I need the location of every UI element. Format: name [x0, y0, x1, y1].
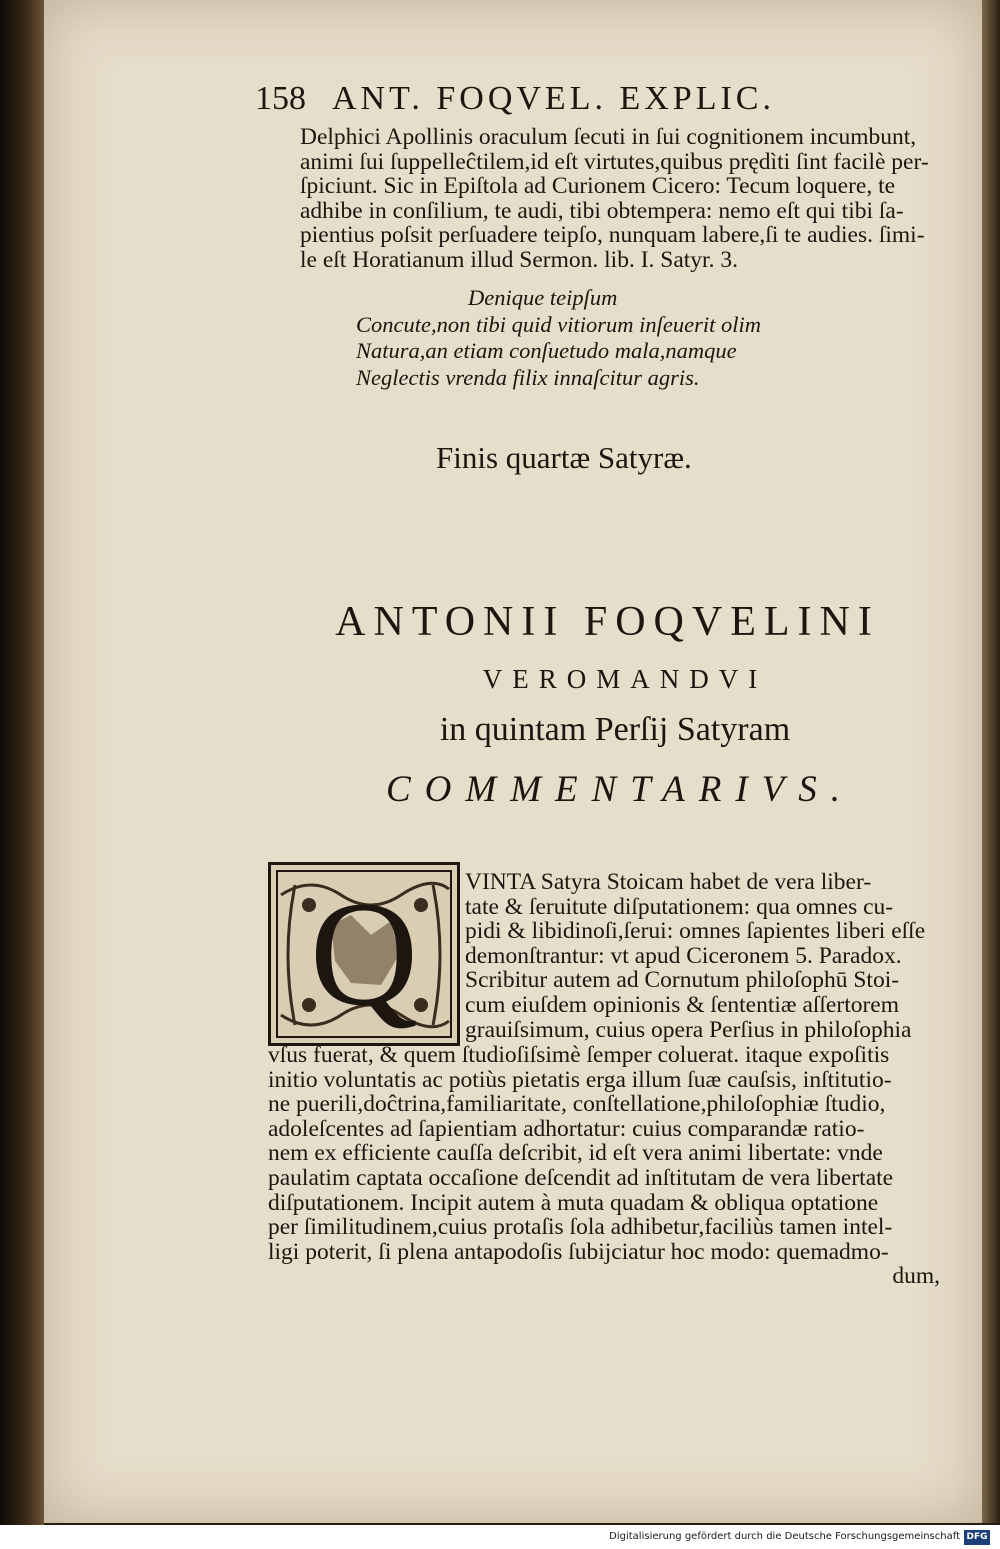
text-line: cum eiuſdem opinionis & ſententiæ aſſertorem: [465, 992, 900, 1018]
initial-letter: Q: [309, 871, 419, 1037]
decorated-initial: [268, 862, 460, 1046]
verse-line: Natura,an etiam conſuetudo mala,namque: [356, 338, 737, 363]
running-header: [255, 80, 905, 120]
text-line: nem ex efficiente cauſſa deſcribit, id eſt vera animi libertate: vnde: [268, 1141, 883, 1166]
text-line: initio voluntatis ac potiùs pietatis erga illum ſuæ cauſsis, inſtitutio-: [268, 1067, 892, 1093]
verse-line: Concute,non tibi quid vitiorum inſeuerit olim: [356, 311, 761, 337]
running-title: ANT. FOQVEL. EXPLIC.: [332, 80, 775, 117]
text-line: VINTA Satyra Stoicam habet de vera liber-: [465, 870, 872, 895]
body-paragraph-indented: [465, 870, 955, 1042]
text-line: pidi & libidinoſi,ſerui: omnes ſapientes liberi eſſe: [465, 919, 926, 944]
text-line: ſpiciunt. Sic in Epiſtola ad Curionem Cicero: Tecum loquere, te: [300, 174, 896, 199]
section-title-subject: in quintam Perſij Satyram: [439, 711, 791, 748]
text-line: diſputationem. Incipit autem à muta quadam & obliqua optatione: [268, 1190, 879, 1216]
digitization-credit: Digitalisierung gefördert durch die Deutsche Forschungsgemeinschaft: [609, 1531, 960, 1542]
text-line: grauiſsimum, cuius opera Perſius in philoſophia: [465, 1017, 912, 1043]
body-paragraph-full: [268, 1043, 958, 1289]
text-line: le eſt Horatianum illud Sermon. lib. I. Satyr. 3.: [300, 247, 738, 273]
text-line: tate & ſeruitute diſputationem: qua omnes cu-: [465, 894, 894, 920]
text-line: paulatim captata occaſione deſcendit ad inſtitutam de vera libertate: [268, 1165, 894, 1191]
text-line: dum,: [892, 1264, 940, 1289]
scan-right-edge: [982, 0, 1000, 1523]
text-line: demonſtrantur: vt apud Ciceronem 5. Paradox.: [465, 943, 902, 969]
text-line: adoleſcentes ad ſapientiam adhortatur: cuius comparandæ ratio-: [268, 1116, 865, 1142]
finis-line: Finis quartæ Satyræ.: [436, 440, 692, 475]
section-title-author: ANTONII FOQVELINI: [335, 599, 880, 645]
text-line: pientius poſsit perſuadere teipſo, nunquam labere,ſi te audies. ſimi-: [300, 223, 925, 248]
text-line: animi ſui ſuppelleĉtilem,id eſt virtutes,quibus prędìti ſint facilè per-: [300, 149, 929, 175]
scan-left-edge: [0, 0, 44, 1549]
top-paragraph: [300, 125, 978, 273]
text-line: Delphici Apollinis oraculum ſecuti in ſui cognitionem incumbunt,: [300, 125, 917, 150]
dfg-logo: DFG: [964, 1530, 990, 1545]
verse-line: Neglectis vrenda filix innaſcitur agris.: [356, 364, 700, 390]
text-line: ligi poterit, ſi plena antapodoſis ſubijciatur hoc modo: quemadmo-: [268, 1239, 889, 1265]
verse-line: Denique teipſum: [468, 285, 618, 310]
text-line: Scribitur autem ad Cornutum philoſophū Stoi-: [465, 968, 900, 993]
verse-quote: [356, 285, 836, 391]
page-number: 158: [255, 80, 306, 117]
text-line: vſus fuerat, & quem ſtudioſiſsimè ſemper coluerat. itaque expoſitis: [268, 1043, 890, 1068]
text-line: per ſimilitudinem,cuius protaſis ſola adhibetur,faciliùs tamen intel-: [268, 1215, 893, 1240]
section-title-commentarius: COMMENTARIVS.: [385, 769, 855, 810]
text-line: adhibe in conſilium, te audi, tibi obtempera: nemo eſt qui tibi ſa-: [300, 198, 904, 224]
text-line: ne puerili,doĉtrina,familiaritate, conſtellatione,philoſophiæ ſtudio,: [268, 1092, 886, 1117]
section-title-origin: VEROMANDVI: [482, 664, 768, 694]
